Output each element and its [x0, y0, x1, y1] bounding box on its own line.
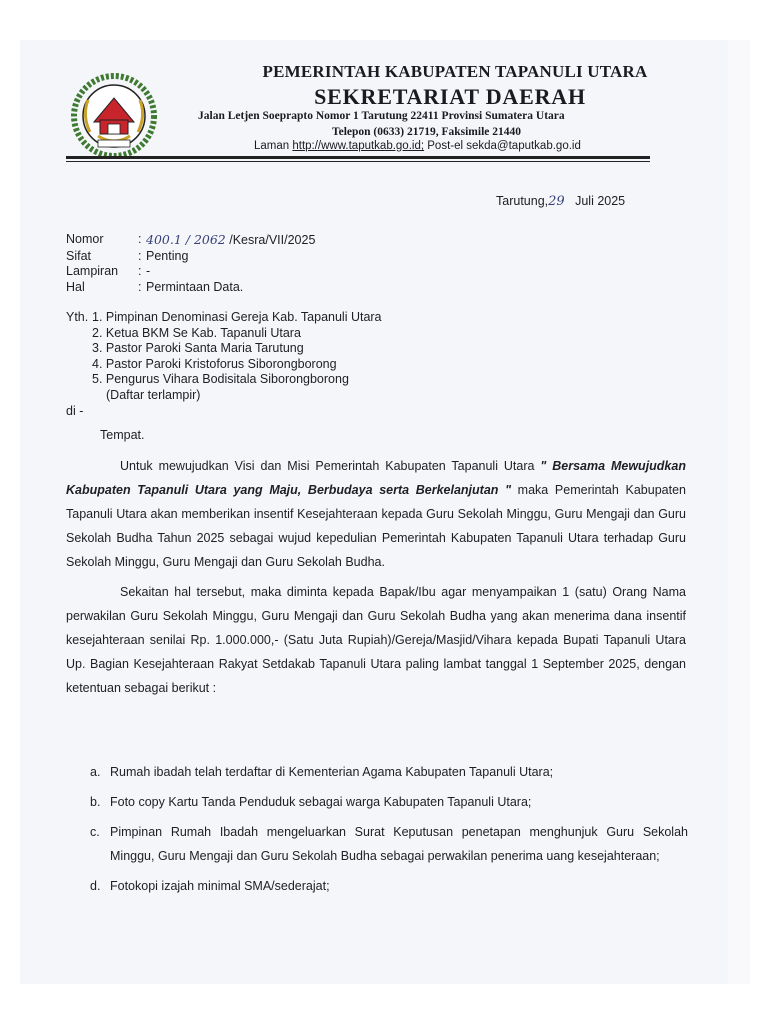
meta-row-nomor [66, 232, 315, 249]
addressee-label: Yth. [66, 310, 89, 324]
meta-label: Sifat [66, 248, 92, 263]
addressee-tempat: Tempat. [100, 428, 145, 442]
meta-value: Permintaan Data. [146, 279, 244, 294]
letter-page [20, 40, 728, 984]
letterhead-phone: Telepon (0633) 21719, Faksimile 21440 [332, 126, 522, 138]
date-day-handwritten: 29 [548, 194, 565, 209]
meta-label: Hal [66, 279, 85, 294]
recipient-item: 5. Pengurus Vihara Bodisitala Siborongborong [92, 372, 349, 387]
meta-label: Lampiran [66, 264, 119, 278]
paragraph-intro-start: Untuk mewujudkan Visi dan Misi Pemerintah Kabupaten Tapanuli Utara [120, 459, 541, 473]
list-letter: d. [90, 879, 101, 893]
paragraph-intro [66, 454, 686, 574]
letterhead-government: PEMERINTAH KABUPATEN TAPANULI UTARA [262, 62, 648, 81]
paragraph-request: Sekaitan hal tersebut, maka diminta kepada Bapak/Ibu agar menyampaikan 1 (satu) Orang Nama perwakilan Guru Sekolah Minggu, Guru Mengaji dan Guru Sekolah Budha yang akan menerima dana insentif kesejahteraan senilai Rp. 1.000.000,- (Satu Juta Rupiah)/Gereja/Masjid/Vihara kepada Bupati Tapanuli Utara Up. Bagian Kesejahteraan Rakyat Setdakab Tapanuli Utara paling lambat tanggal 1 September 2025, dengan ketentuan sebagai berikut : [66, 585, 686, 695]
meta-colon: : [138, 264, 142, 278]
meta-label: Nomor [66, 232, 104, 246]
meta-row-lampiran [66, 264, 315, 280]
meta-number-handwritten: 400.1 / 2062 [146, 232, 226, 247]
regency-emblem-icon [68, 70, 160, 162]
meta-number-suffix: /Kesra/VII/2025 [225, 233, 316, 247]
meta-colon: : [138, 279, 142, 294]
list-text: Foto copy Kartu Tanda Penduduk sebagai warga Kabupaten Tapanuli Utara; [110, 795, 532, 809]
list-letter: a. [90, 765, 101, 779]
list-item [90, 820, 688, 868]
letter-date [496, 194, 625, 209]
list-letter: b. [90, 795, 101, 809]
letterhead-contact [254, 140, 581, 152]
recipient-note: (Daftar terlampir) [106, 387, 201, 402]
addressee-row [66, 310, 382, 404]
letterhead-rule-thick [66, 156, 650, 159]
addressee-block [66, 310, 382, 404]
meta-colon: : [138, 248, 142, 263]
meta-row-sifat [66, 249, 315, 265]
list-item [90, 874, 688, 898]
list-item [90, 790, 688, 814]
letterhead-email: Post-el sekda@taputkab.go.id [424, 140, 581, 152]
list-text: Rumah ibadah telah terdaftar di Kementerian Agama Kabupaten Tapanuli Utara; [110, 765, 554, 779]
list-item [90, 760, 688, 784]
paragraph-intro-end: maka Pemerintah Kabupaten Tapanuli Utara akan memberikan insentif Kesejahteraan kepada Guru Sekolah Minggu, Guru Mengaji dan Guru Sekolah Budha Tahun 2025 sebagai wujud kepedulian Pemerintah Kabupaten Tapanuli Utara terhadap Guru Sekolah Minggu, Guru Mengaji dan Guru Sekolah Budha. [66, 483, 686, 569]
letter-metadata [66, 232, 315, 295]
letterhead-rule-thin [66, 161, 650, 162]
meta-value: - [146, 264, 151, 278]
letter-body [66, 454, 686, 706]
recipient-item: 4. Pastor Paroki Kristoforus Siborongborong [92, 356, 337, 371]
recipient-item: 2. Ketua BKM Se Kab. Tapanuli Utara [92, 325, 301, 340]
paper-edge [728, 40, 750, 984]
meta-row-hal [66, 280, 315, 296]
recipient-item: 1. Pimpinan Denominasi Gereja Kab. Tapanuli Utara [92, 310, 382, 324]
list-text: Fotokopi izajah minimal SMA/sederajat; [110, 879, 330, 893]
letterhead-web-prefix: Laman [254, 140, 293, 152]
meta-value [146, 232, 315, 249]
recipient-item: 3. Pastor Paroki Santa Maria Tarutung [92, 341, 304, 356]
addressee-di: di - [66, 404, 84, 418]
motto-text: " Bersama Mewujudkan Kabupaten Tapanuli Utara yang Maju, Berbudaya serta Berkelanjutan " [66, 459, 686, 497]
letterhead [170, 62, 710, 110]
recipient-list [92, 310, 382, 404]
requirements-list [90, 760, 688, 904]
letterhead-address: Jalan Letjen Soeprapto Nomor 1 Tarutung 22411 Provinsi Sumatera Utara [198, 110, 565, 122]
date-place: Tarutung, [496, 194, 549, 208]
list-letter: c. [90, 825, 100, 839]
letterhead-secretariat: SEKRETARIAT DAERAH [314, 84, 586, 109]
date-month-year: Juli 2025 [575, 194, 626, 208]
meta-value: Penting [146, 248, 189, 263]
meta-colon: : [138, 232, 142, 246]
list-text: Pimpinan Rumah Ibadah mengeluarkan Surat Keputusan penetapan menghunjuk Guru Sekolah Minggu, Guru Mengaji dan Guru Sekolah Budha sebagai perwakilan penerima uang kesejahteraan; [110, 825, 688, 863]
letterhead-web-link[interactable]: http://www.taputkab.go.id; [292, 140, 425, 152]
